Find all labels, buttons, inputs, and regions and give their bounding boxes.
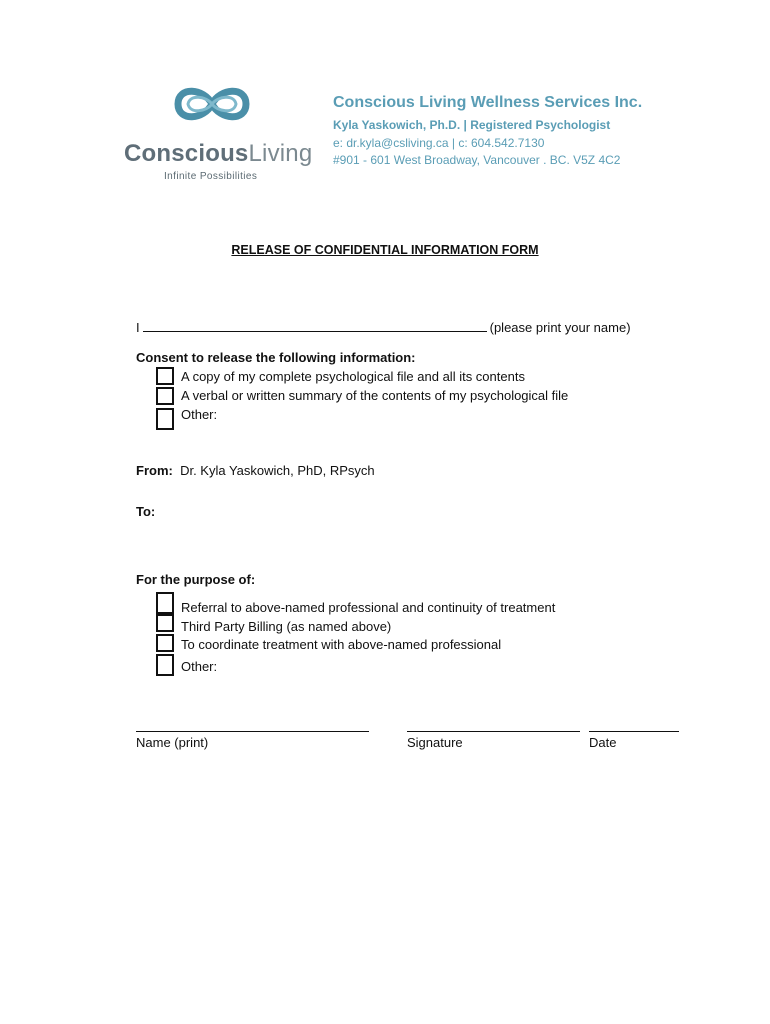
purpose-checkbox-billing[interactable] [156,614,174,632]
date-line[interactable] [589,731,679,732]
purpose-option-label: Referral to above-named professional and continuity of treatment [181,600,556,615]
to-label: To: [136,504,156,519]
consent-option-label: A copy of my complete psychological file and all its contents [181,369,525,384]
from-row [136,463,375,478]
purpose-option-label: Third Party Billing (as named above) [181,619,392,634]
logo-tagline: Infinite Possibilities [164,171,258,182]
company-name: Conscious Living Wellness Services Inc. [333,94,643,111]
purpose-option-label: To coordinate treatment with above-named professional [181,637,502,652]
name-signature-line[interactable] [136,731,369,732]
name-row [136,319,631,335]
address-line: #901 - 601 West Broadway, Vancouver . BC. V5Z 4C2 [333,153,621,167]
signature-line[interactable] [407,731,580,732]
consent-label: Consent to release the following information: [136,350,416,365]
form-title: RELEASE OF CONFIDENTIAL INFORMATION FORM [231,243,539,257]
contact-line: e: dr.kyla@csliving.ca | c: 604.542.7130 [333,136,545,150]
logo-wordmark: ConsciousLiving [124,140,313,167]
consent-checkbox-other[interactable] [156,408,174,430]
name-print-label: Name (print) [136,735,209,750]
name-prefix: I [136,320,140,335]
name-input-line[interactable] [143,319,487,332]
purpose-label: For the purpose of: [136,572,256,587]
purpose-option-label: Other: [181,659,218,674]
purpose-checkbox-referral[interactable] [156,592,174,614]
infinity-logo-icon [172,82,252,126]
date-label: Date [589,735,617,750]
from-value: Dr. Kyla Yaskowich, PhD, RPsych [180,463,375,478]
signature-label: Signature [407,735,463,750]
practitioner-line: Kyla Yaskowich, Ph.D. | Registered Psychologist [333,118,611,132]
from-label: From: [136,463,173,478]
name-hint: (please print your name) [489,320,631,335]
purpose-checkbox-other[interactable] [156,654,174,676]
purpose-checkbox-coordinate[interactable] [156,634,174,652]
consent-option-label: A verbal or written summary of the contents of my psychological file [181,388,569,403]
consent-checkbox-copy[interactable] [156,367,174,385]
consent-option-label: Other: [181,407,218,422]
consent-checkbox-summary[interactable] [156,387,174,405]
